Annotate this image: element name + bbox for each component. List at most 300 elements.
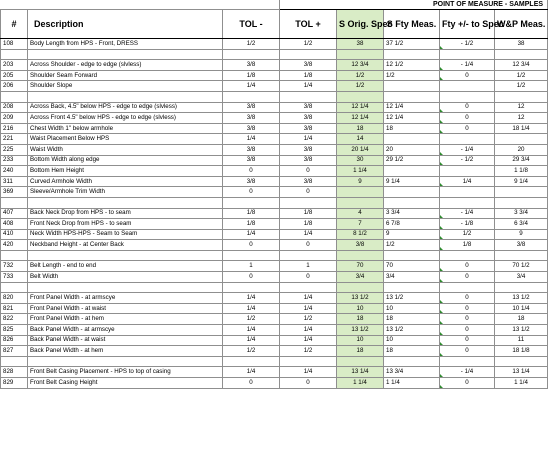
- spacer-cell: [1, 282, 28, 293]
- cell-num: 827: [1, 346, 28, 357]
- table-row: [1, 219, 548, 230]
- cell-wp-meas: 20: [495, 144, 548, 155]
- cell-num: 216: [1, 123, 28, 134]
- spacer-cell: [223, 49, 280, 60]
- cell-wp-meas: 1 1/8: [495, 166, 548, 177]
- cell-tol-minus: 1/4: [223, 229, 280, 240]
- cell-wp-meas: 70 1/2: [495, 261, 548, 272]
- cell-fty-diff: 0: [440, 272, 495, 283]
- cell-wp-meas: [495, 134, 548, 145]
- cell-description: Front Belt Casing Height: [28, 378, 223, 389]
- cell-s-orig-spec: 1 1/4: [337, 378, 384, 389]
- table-row: [1, 144, 548, 155]
- cell-fty-diff: [440, 81, 495, 92]
- table-row: [1, 123, 548, 134]
- table-row: [1, 240, 548, 251]
- cell-tol-plus: 0: [280, 378, 337, 389]
- header-s-orig-spec: S Orig. Spec: [337, 10, 384, 39]
- cell-num: 108: [1, 39, 28, 50]
- table-row: [1, 81, 548, 92]
- cell-s-orig-spec: 30: [337, 155, 384, 166]
- spacer-cell: [280, 356, 337, 367]
- cell-tol-plus: 1/8: [280, 219, 337, 230]
- cell-tol-minus: 0: [223, 272, 280, 283]
- spacer-cell: [337, 49, 384, 60]
- table-row: [1, 39, 548, 50]
- cell-s-orig-spec: 4: [337, 208, 384, 219]
- cell-s-fty-meas: 12 1/2: [384, 60, 440, 71]
- cell-s-orig-spec: 13 1/2: [337, 325, 384, 336]
- cell-num: 825: [1, 325, 28, 336]
- cell-wp-meas: [495, 187, 548, 198]
- cell-s-fty-meas: 9 1/4: [384, 176, 440, 187]
- spacer-row: [1, 282, 548, 293]
- cell-wp-meas: 38: [495, 39, 548, 50]
- cell-s-fty-meas: [384, 81, 440, 92]
- table-row: [1, 325, 548, 336]
- cell-tol-plus: 1/4: [280, 303, 337, 314]
- spacer-cell: [440, 282, 495, 293]
- spacer-cell: [1, 197, 28, 208]
- cell-num: 240: [1, 166, 28, 177]
- spacer-row: [1, 49, 548, 60]
- cell-tol-minus: 1/8: [223, 208, 280, 219]
- cell-tol-minus: 1/4: [223, 335, 280, 346]
- spacer-cell: [223, 356, 280, 367]
- cell-fty-diff: 0: [440, 70, 495, 81]
- spacer-cell: [384, 197, 440, 208]
- cell-s-orig-spec: 18: [337, 123, 384, 134]
- cell-tol-minus: 1/2: [223, 39, 280, 50]
- cell-tol-minus: 1/4: [223, 367, 280, 378]
- cell-s-orig-spec: 12 1/4: [337, 113, 384, 124]
- cell-description: Front Panel Width - at waist: [28, 303, 223, 314]
- cell-s-fty-meas: 10: [384, 303, 440, 314]
- table-row: [1, 346, 548, 357]
- cell-tol-plus: 3/8: [280, 123, 337, 134]
- cell-fty-diff: - 1/4: [440, 208, 495, 219]
- cell-wp-meas: 10 1/4: [495, 303, 548, 314]
- cell-wp-meas: 29 3/4: [495, 155, 548, 166]
- cell-description: Chest Width 1" below armhole: [28, 123, 223, 134]
- cell-description: Waist Placement Below HPS: [28, 134, 223, 145]
- cell-s-orig-spec: 10: [337, 303, 384, 314]
- cell-s-fty-meas: 18: [384, 123, 440, 134]
- cell-tol-plus: 3/8: [280, 144, 337, 155]
- spacer-row: [1, 197, 548, 208]
- cell-num: 733: [1, 272, 28, 283]
- spacer-cell: [28, 356, 223, 367]
- cell-s-orig-spec: 18: [337, 346, 384, 357]
- cell-fty-diff: [440, 187, 495, 198]
- spacer-cell: [1, 49, 28, 60]
- spacer-cell: [1, 250, 28, 261]
- spacer-cell: [28, 282, 223, 293]
- cell-s-orig-spec: 3/8: [337, 240, 384, 251]
- cell-fty-diff: 0: [440, 325, 495, 336]
- cell-num: 225: [1, 144, 28, 155]
- cell-tol-minus: 0: [223, 187, 280, 198]
- cell-s-fty-meas: 37 1/2: [384, 39, 440, 50]
- cell-wp-meas: 1 1/4: [495, 378, 548, 389]
- cell-num: 820: [1, 293, 28, 304]
- spacer-cell: [495, 49, 548, 60]
- cell-s-orig-spec: 8 1/2: [337, 229, 384, 240]
- banner-title: POINT OF MEASURE - SAMPLES: [280, 0, 548, 10]
- cell-description: Belt Length - end to end: [28, 261, 223, 272]
- cell-s-fty-meas: 10: [384, 335, 440, 346]
- cell-description: Front Panel Width - at armscye: [28, 293, 223, 304]
- spacer-cell: [384, 250, 440, 261]
- cell-tol-plus: 1/4: [280, 81, 337, 92]
- cell-s-orig-spec: 70: [337, 261, 384, 272]
- cell-num: 221: [1, 134, 28, 145]
- cell-description: Sleeve/Armhole Trim Width: [28, 187, 223, 198]
- cell-tol-plus: 1/4: [280, 367, 337, 378]
- cell-wp-meas: 12 3/4: [495, 60, 548, 71]
- cell-num: 410: [1, 229, 28, 240]
- cell-description: Curved Armhole Width: [28, 176, 223, 187]
- cell-tol-minus: 0: [223, 166, 280, 177]
- spacer-cell: [337, 250, 384, 261]
- cell-num: 311: [1, 176, 28, 187]
- cell-s-orig-spec: 12 3/4: [337, 60, 384, 71]
- spacer-cell: [223, 197, 280, 208]
- cell-tol-minus: 1/4: [223, 134, 280, 145]
- table-row: [1, 187, 548, 198]
- cell-s-orig-spec: 20 1/4: [337, 144, 384, 155]
- cell-description: Neck Width HPS-HPS - Seam to Seam: [28, 229, 223, 240]
- table-row: [1, 303, 548, 314]
- spacer-cell: [223, 91, 280, 102]
- spacer-cell: [495, 250, 548, 261]
- cell-s-orig-spec: 13 1/2: [337, 293, 384, 304]
- cell-description: Body Length from HPS - Front, DRESS: [28, 39, 223, 50]
- cell-wp-meas: 13 1/2: [495, 325, 548, 336]
- cell-s-orig-spec: 1 1/4: [337, 166, 384, 177]
- cell-fty-diff: 0: [440, 303, 495, 314]
- table-row: [1, 134, 548, 145]
- cell-fty-diff: 0: [440, 314, 495, 325]
- cell-fty-diff: 1/8: [440, 240, 495, 251]
- cell-fty-diff: - 1/4: [440, 60, 495, 71]
- spacer-cell: [1, 356, 28, 367]
- cell-tol-plus: 1/2: [280, 39, 337, 50]
- cell-num: 203: [1, 60, 28, 71]
- cell-description: Bottom Hem Height: [28, 166, 223, 177]
- cell-s-orig-spec: 13 1/4: [337, 367, 384, 378]
- cell-tol-minus: 1/2: [223, 346, 280, 357]
- cell-s-orig-spec: 18: [337, 314, 384, 325]
- spacer-cell: [223, 250, 280, 261]
- header-s-fty-meas: S Fty Meas.: [384, 10, 440, 39]
- header-wp-meas: W&P Meas.: [495, 10, 548, 39]
- cell-tol-minus: 1/2: [223, 314, 280, 325]
- cell-wp-meas: 9: [495, 229, 548, 240]
- cell-tol-minus: 3/8: [223, 123, 280, 134]
- cell-fty-diff: 0: [440, 113, 495, 124]
- cell-wp-meas: 3 3/4: [495, 208, 548, 219]
- cell-tol-plus: 3/8: [280, 155, 337, 166]
- cell-description: Back Panel Width - at armscye: [28, 325, 223, 336]
- cell-num: 209: [1, 113, 28, 124]
- cell-tol-minus: 3/8: [223, 176, 280, 187]
- cell-tol-plus: 1: [280, 261, 337, 272]
- cell-num: 822: [1, 314, 28, 325]
- cell-fty-diff: - 1/8: [440, 219, 495, 230]
- spacer-cell: [440, 197, 495, 208]
- banner-row: [1, 0, 548, 10]
- header-tol-plus: TOL +: [280, 10, 337, 39]
- cell-s-orig-spec: 3/4: [337, 272, 384, 283]
- cell-fty-diff: - 1/4: [440, 367, 495, 378]
- cell-s-fty-meas: 20: [384, 144, 440, 155]
- cell-tol-plus: 1/4: [280, 229, 337, 240]
- cell-description: Back Neck Drop from HPS - to seam: [28, 208, 223, 219]
- cell-s-fty-meas: 1 1/4: [384, 378, 440, 389]
- spacer-cell: [280, 91, 337, 102]
- spacer-cell: [495, 197, 548, 208]
- spacer-cell: [337, 197, 384, 208]
- cell-wp-meas: 13 1/2: [495, 293, 548, 304]
- cell-fty-diff: 0: [440, 123, 495, 134]
- cell-wp-meas: 18: [495, 314, 548, 325]
- header-row: [1, 10, 548, 39]
- cell-s-orig-spec: 1/2: [337, 70, 384, 81]
- cell-num: 826: [1, 335, 28, 346]
- cell-tol-minus: 3/8: [223, 113, 280, 124]
- cell-s-fty-meas: 1/2: [384, 70, 440, 81]
- spacer-cell: [384, 91, 440, 102]
- table-row: [1, 166, 548, 177]
- cell-num: 407: [1, 208, 28, 219]
- cell-num: 828: [1, 367, 28, 378]
- cell-fty-diff: - 1/2: [440, 155, 495, 166]
- spacer-cell: [28, 250, 223, 261]
- cell-wp-meas: 6 3/4: [495, 219, 548, 230]
- cell-fty-diff: 0: [440, 346, 495, 357]
- cell-s-fty-meas: 3 3/4: [384, 208, 440, 219]
- cell-tol-minus: 0: [223, 240, 280, 251]
- cell-wp-meas: 12: [495, 113, 548, 124]
- table-row: [1, 208, 548, 219]
- cell-wp-meas: 9 1/4: [495, 176, 548, 187]
- cell-s-fty-meas: [384, 134, 440, 145]
- cell-wp-meas: 1/2: [495, 70, 548, 81]
- cell-wp-meas: 13 1/4: [495, 367, 548, 378]
- table-row: [1, 261, 548, 272]
- spacer-row: [1, 356, 548, 367]
- cell-s-fty-meas: 9: [384, 229, 440, 240]
- cell-s-fty-meas: 18: [384, 314, 440, 325]
- cell-s-orig-spec: 10: [337, 335, 384, 346]
- cell-s-orig-spec: 38: [337, 39, 384, 50]
- cell-tol-minus: 3/8: [223, 60, 280, 71]
- cell-description: Shoulder Seam Forward: [28, 70, 223, 81]
- table-row: [1, 229, 548, 240]
- spacer-cell: [495, 282, 548, 293]
- cell-description: Front Belt Casing Placement - HPS to top of casing: [28, 367, 223, 378]
- spacer-cell: [337, 91, 384, 102]
- cell-fty-diff: 0: [440, 261, 495, 272]
- table-row: [1, 367, 548, 378]
- comment-marker-icon: [440, 385, 443, 388]
- spacer-cell: [280, 49, 337, 60]
- spacer-cell: [440, 356, 495, 367]
- cell-description: Back Panel Width - at waist: [28, 335, 223, 346]
- cell-description: Across Back, 4.5" below HPS - edge to edge (slvless): [28, 102, 223, 113]
- cell-tol-minus: 3/8: [223, 102, 280, 113]
- cell-fty-diff: [440, 134, 495, 145]
- spacer-cell: [440, 49, 495, 60]
- table-body: [1, 39, 548, 389]
- spacer-cell: [280, 282, 337, 293]
- spacer-cell: [495, 91, 548, 102]
- cell-description: Belt Width: [28, 272, 223, 283]
- cell-wp-meas: 1/2: [495, 81, 548, 92]
- spacer-row: [1, 91, 548, 102]
- cell-tol-minus: 1/8: [223, 219, 280, 230]
- cell-num: 369: [1, 187, 28, 198]
- cell-wp-meas: 3/4: [495, 272, 548, 283]
- cell-fty-diff: 0: [440, 335, 495, 346]
- cell-tol-plus: 3/8: [280, 60, 337, 71]
- table-row: [1, 113, 548, 124]
- cell-description: Across Front 4.5" below HPS - edge to edge (slvless): [28, 113, 223, 124]
- table-row: [1, 335, 548, 346]
- header-num: #: [1, 10, 28, 39]
- cell-s-orig-spec: 9: [337, 176, 384, 187]
- cell-num: 206: [1, 81, 28, 92]
- spacer-cell: [440, 91, 495, 102]
- cell-tol-minus: 1/4: [223, 325, 280, 336]
- cell-s-fty-meas: 18: [384, 346, 440, 357]
- cell-description: Shoulder Slope: [28, 81, 223, 92]
- spacer-cell: [384, 356, 440, 367]
- cell-tol-plus: 3/8: [280, 176, 337, 187]
- header-fty-diff: Fty +/- to Spec: [440, 10, 495, 39]
- cell-num: 821: [1, 303, 28, 314]
- cell-wp-meas: 11: [495, 335, 548, 346]
- cell-tol-minus: 1/8: [223, 70, 280, 81]
- cell-description: Across Shoulder - edge to edge (slvless): [28, 60, 223, 71]
- spacer-cell: [337, 282, 384, 293]
- cell-tol-minus: 1/4: [223, 81, 280, 92]
- cell-fty-diff: 1/2: [440, 229, 495, 240]
- cell-s-fty-meas: 12 1/4: [384, 102, 440, 113]
- cell-tol-plus: 1/4: [280, 325, 337, 336]
- cell-tol-minus: 1: [223, 261, 280, 272]
- table-row: [1, 60, 548, 71]
- cell-s-fty-meas: [384, 187, 440, 198]
- cell-tol-plus: 1/8: [280, 70, 337, 81]
- table-row: [1, 378, 548, 389]
- cell-s-fty-meas: 13 1/2: [384, 293, 440, 304]
- spacer-cell: [280, 250, 337, 261]
- cell-wp-meas: 12: [495, 102, 548, 113]
- cell-tol-plus: 0: [280, 187, 337, 198]
- cell-s-fty-meas: 29 1/2: [384, 155, 440, 166]
- cell-fty-diff: 0: [440, 378, 495, 389]
- cell-num: 732: [1, 261, 28, 272]
- cell-tol-minus: 1/4: [223, 303, 280, 314]
- cell-wp-meas: 3/8: [495, 240, 548, 251]
- cell-num: 408: [1, 219, 28, 230]
- header-tol-minus: TOL -: [223, 10, 280, 39]
- table-row: [1, 176, 548, 187]
- cell-fty-diff: [440, 166, 495, 177]
- cell-tol-plus: 1/4: [280, 293, 337, 304]
- cell-s-fty-meas: 70: [384, 261, 440, 272]
- spacer-cell: [223, 282, 280, 293]
- cell-fty-diff: 0: [440, 102, 495, 113]
- cell-tol-minus: 0: [223, 378, 280, 389]
- cell-tol-plus: 1/8: [280, 208, 337, 219]
- spacer-cell: [28, 91, 223, 102]
- cell-num: 233: [1, 155, 28, 166]
- table-row: [1, 314, 548, 325]
- cell-num: 208: [1, 102, 28, 113]
- cell-wp-meas: 18 1/8: [495, 346, 548, 357]
- cell-s-orig-spec: 14: [337, 134, 384, 145]
- cell-s-orig-spec: 12 1/4: [337, 102, 384, 113]
- header-description: Description: [28, 10, 223, 39]
- spacer-cell: [28, 197, 223, 208]
- spacer-cell: [384, 282, 440, 293]
- cell-s-orig-spec: 1/2: [337, 81, 384, 92]
- cell-tol-plus: 3/8: [280, 113, 337, 124]
- cell-fty-diff: 0: [440, 293, 495, 304]
- cell-fty-diff: - 1/4: [440, 144, 495, 155]
- table-row: [1, 155, 548, 166]
- cell-tol-plus: 0: [280, 240, 337, 251]
- cell-description: Bottom Width along edge: [28, 155, 223, 166]
- cell-s-orig-spec: 7: [337, 219, 384, 230]
- cell-s-fty-meas: [384, 166, 440, 177]
- cell-tol-plus: 0: [280, 166, 337, 177]
- spacer-cell: [495, 356, 548, 367]
- cell-tol-plus: 0: [280, 272, 337, 283]
- cell-tol-minus: 1/4: [223, 293, 280, 304]
- cell-fty-diff: - 1/2: [440, 39, 495, 50]
- cell-tol-minus: 3/8: [223, 144, 280, 155]
- cell-description: Waist Width: [28, 144, 223, 155]
- cell-description: Front Neck Drop from HPS - to seam: [28, 219, 223, 230]
- cell-s-fty-meas: 13 1/2: [384, 325, 440, 336]
- spacer-cell: [440, 250, 495, 261]
- table-row: [1, 272, 548, 283]
- spacer-cell: [337, 356, 384, 367]
- cell-tol-plus: 1/2: [280, 314, 337, 325]
- cell-tol-plus: 3/8: [280, 102, 337, 113]
- cell-description: Neckband Height - at Center Back: [28, 240, 223, 251]
- cell-s-fty-meas: 1/2: [384, 240, 440, 251]
- cell-num: 205: [1, 70, 28, 81]
- spacer-cell: [280, 197, 337, 208]
- spacer-cell: [1, 91, 28, 102]
- spacer-cell: [384, 49, 440, 60]
- cell-s-orig-spec: [337, 187, 384, 198]
- cell-tol-plus: 1/4: [280, 335, 337, 346]
- cell-wp-meas: 18 1/4: [495, 123, 548, 134]
- table-row: [1, 293, 548, 304]
- cell-num: 829: [1, 378, 28, 389]
- cell-description: Back Panel Width - at hem: [28, 346, 223, 357]
- table-row: [1, 70, 548, 81]
- cell-description: Front Panel Width - at hem: [28, 314, 223, 325]
- cell-s-fty-meas: 12 1/4: [384, 113, 440, 124]
- spacer-cell: [28, 49, 223, 60]
